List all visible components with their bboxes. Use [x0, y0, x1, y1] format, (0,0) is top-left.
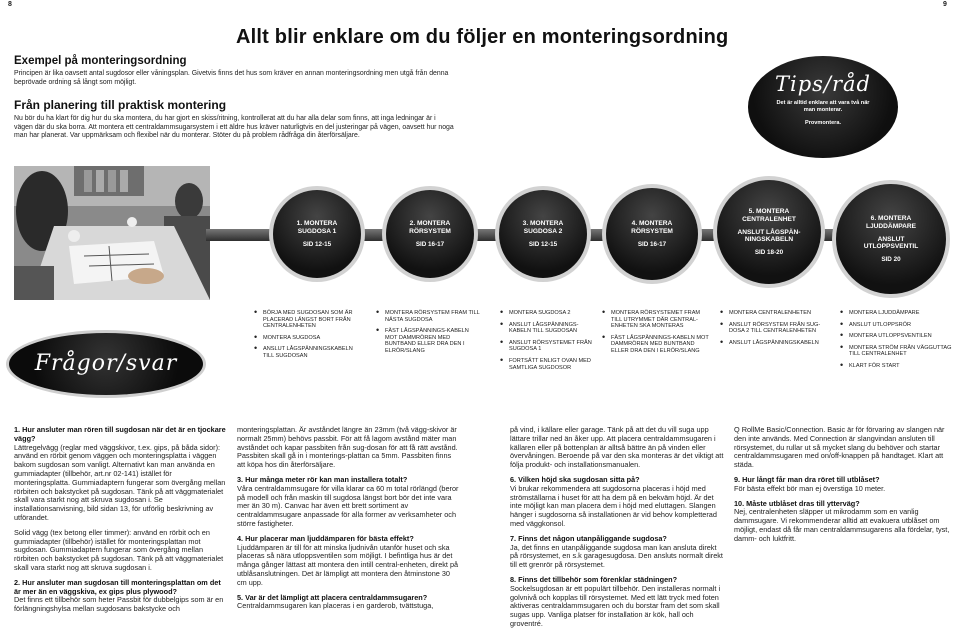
faq-answer: på vind, i källare eller garage. Tänk på att det du vill suga upp lättare trillar ned än åker upp. Att placera centraldammsugaren i källaren eller på bottenplan är alltså bättre än på vinden eller övervåningen. Beroende på var den ska monteras är det viktigt att följa produkt- och installationsmanualen. — [510, 425, 724, 470]
bullet-item: • ANSLUT LÅGSPÄNNINGS-KABELN TILL SUGDOSAN — [500, 322, 596, 335]
faq-column-4 — [734, 426, 950, 550]
faq-answer: Q RollMe Basic/Connection. Basic är för förvaring av slangen när den inte används. Med Connection är slangvindan ansluten till rörsystemet, du rullar ut så mycket slang du behöver och startar centraldammsugaren med on/off-knappen på handtaget. Klart att städa. — [734, 425, 945, 470]
faq-answer: Det finns ett tillbehör som heter Passbit för dubbelgips som är en förlängningshylsa mellan sugdosans bakstycke och — [14, 595, 224, 614]
bullet-item: • FÄST LÅGSPÄNNINGS-KABELN MOT DAMMRÖREN MED BUNTBAND ELLER DRA DEN I ELRÖR/SLANG — [376, 328, 482, 354]
page-number-left: 8 — [8, 1, 12, 8]
step-6 — [836, 184, 946, 294]
faq-column-2 — [237, 426, 459, 617]
faq-answer: Solid vägg (tex betong eller timmer): använd en rörbit och en gummiadapter (tillbehör) istället för monteringsplattan mot sugdosan. Gummiadaptern fungerar som övergång mellan rörbiten och bakstycket på sugdosan. Tänk på att väggmaterialet skall vara starkt nog att skruva sugdosan i. — [14, 527, 224, 572]
bullet-item: • FORTSÄTT ENLIGT OVAN MED SAMTLIGA SUGDOSOR — [500, 358, 596, 371]
faq-bubble — [6, 330, 206, 398]
step-2-page: SID 16-17 — [415, 240, 445, 248]
faq-answer: Våra centraldammsugare för villa klarar ca 60 m total rörlängd (beror på modell och från maskin till sugdosa längst bort bör det inte vara mer än 30 m). Canvac har även ett brett sortiment av centraldammsugare anpassade för alla former av verksamheter och större fastigheter. — [237, 483, 459, 528]
bullet-item: • MONTERA SUGDOSA — [254, 335, 362, 342]
faq-answer: Ja, det finns en utanpåliggande sugdosa man kan ansluta direkt på rörsystemet, en s.k garagesugdosa. Den ansluts normalt direkt till ett grenrör på rörsystemet. — [510, 542, 723, 570]
tips-bubble — [748, 56, 898, 158]
step-6-subtitle: ANSLUT UTLOPPSVENTIL — [863, 235, 919, 251]
intro-section — [14, 55, 454, 87]
bullet-item: • ANSLUT UTLOPPSRÖR — [840, 322, 952, 329]
planning-heading: Från planering till praktisk montering — [14, 98, 227, 112]
bullets-step-3 — [500, 310, 596, 376]
planning-section — [14, 98, 454, 141]
faq-question: 4. Hur placerar man ljuddämparen för bästa effekt? — [237, 533, 414, 543]
bullets-step-5 — [720, 310, 834, 351]
bullet-item: • ANSLUT RÖRSYSTEM FRÅN SUG-DOSA 2 TILL CENTRALENHETEN — [720, 322, 834, 335]
step-6-page: SID 20 — [881, 255, 901, 263]
bullet-item: • ANSLUT LÅGSPÄNNINGSKABELN — [720, 340, 834, 347]
photo-illustration — [14, 166, 210, 300]
step-5-page: SID 18-20 — [754, 248, 784, 256]
faq-answer: För bästa effekt bör man ej överstiga 10 meter. — [734, 483, 886, 493]
tips-text: Det är alltid enklare att vara två när man monterar. — [776, 100, 870, 113]
step-3 — [499, 190, 587, 278]
faq-answer: Vi brukar rekommendera att sugdosorna placeras i höjd med strömställarna i huset för att ha dem på en bekväm höjd. Är det inte möjligt kan man placera dem i höjd med eluttagen. Slangen hänger i sugdosorna så installationen är vid behov kompletterad med väggkonsol. — [510, 483, 717, 528]
bullet-item: • ANSLUT RÖRSYSTEMET FRÅN SUGDOSA 1 — [500, 340, 596, 353]
step-5-title: 5. MONTERA CENTRALENHET — [742, 208, 796, 223]
faq-answer: monteringsplattan. Är avståndet längre än 23mm (två vägg-skivor är normalt 25mm) behövs passbit. För att få lagom avstånd mäter man avståndet och kapar passbiten från sug-dosan för att få rätt avstånd. Passbiten skall gå in i monterings-plattan ca 5mm. Passbiten finns att köpa hos din återförsäljare. — [237, 425, 458, 470]
faq-question: 9. Hur långt får man dra röret till utblåset? — [734, 474, 880, 484]
faq-answer: Sockelsugdosan är ett populärt tillbehör. Den installeras normalt i golvnivå och kopplas till rörsystemet. Med ett lätt tryck med foten aktiveras centraldammsugaren och du borstar fram det som skall sugas upp. Vanliga platser för installation är kök, hall och groventré. — [510, 583, 721, 628]
faq-answer: Nej, centralenheten släpper ut mikrodamm som en vanlig dammsugare. Vi rekommenderar alltid att evakuera utblåset om möjligt, endast då får man centraldammsugarens alla fördelar, tyst, damm- och luktfritt. — [734, 507, 950, 543]
step-6-title: 6. MONTERA LJUDDÄMPARE — [865, 215, 917, 230]
bullet-item: • ANSLUT LÅGSPÄNNINGSKABELN TILL SUGDOSAN — [254, 346, 362, 359]
tips-subtext: Provmontera. — [804, 120, 842, 126]
intro-heading: Exempel på monteringsordning — [14, 55, 187, 67]
faq-question: 1. Hur ansluter man rören till sugdosan när det är en tjockare vägg? — [14, 425, 226, 443]
faq-question: 10. Måste utblåset dras till ytterväg? — [734, 498, 860, 508]
bullet-item: • KLART FÖR START — [840, 363, 952, 370]
installation-photo — [14, 166, 210, 300]
bullet-item: • FÄST LÅGSPÄNNINGS-KABELN MOT DAMMRÖREN MED BUNTBAND ELLER DRA DEN I ELRÖR/SLANG — [602, 335, 712, 355]
page-number-right: 9 — [943, 1, 947, 8]
step-2-title: 2. MONTERA RÖRSYSTEM — [409, 220, 451, 235]
step-4-title: 4. MONTERA RÖRSYSTEM — [631, 220, 673, 235]
bullets-step-2 — [376, 310, 482, 360]
bullets-step-1 — [254, 310, 362, 365]
faq-question: 7. Finns det någon utanpåliggande sugdosa? — [510, 533, 667, 543]
step-1-title: 1. MONTERA SUGDOSA 1 — [296, 220, 338, 235]
bullets-step-4 — [602, 310, 712, 360]
bullet-item: • MONTERA CENTRALENHETEN — [720, 310, 834, 317]
bullet-item: • MONTERA UTLOPPSVENTILEN — [840, 333, 952, 340]
step-4 — [606, 188, 698, 280]
step-5 — [717, 180, 821, 284]
tips-title: Tips/råd — [774, 72, 872, 96]
faq-question: 2. Hur ansluter man sugdosan till monteringsplattan om det är mer än en väggskiva, ex gips plus plywood? — [14, 577, 221, 596]
faq-answer: Lättregelvägg (reglar med väggskivor, t.ex. gips, på båda sidor): använd en rörbit genom väggen och monteringsplatta i väggen bakom sugdosan som vanligt. Alternativt kan man använda en gummiadapter (tillbehör, art.nr 02-141) istället för monteringsplatta. Gummiadaptern fungerar som övergång mellan rörbiten och bakstycket på sugdosan. Tänk på att väggmaterialet skall vara starkt nog att skruva sugdosan i. Se installationsanvisning, bild sidan 13, för utförlig beskrivning av utförandet. — [14, 442, 226, 522]
step-3-page: SID 12-15 — [528, 240, 558, 248]
faq-column-3 — [510, 426, 724, 635]
faq-column-1 — [14, 426, 228, 620]
step-1 — [273, 190, 361, 278]
bullet-item: • MONTERA RÖRSYSTEMET FRAM TILL UTRYMMET DÄR CENTRAL-ENHETEN SKA MONTERAS — [602, 310, 712, 330]
faq-question: 3. Hur många meter rör kan man installera totalt? — [237, 474, 408, 484]
faq-answer: Centraldammsugaren kan placeras i en garderob, tvättstuga, — [237, 601, 434, 611]
planning-text: Nu bör du ha klart för dig hur du ska montera, du har gjort en skiss/ritning, kontrollerat att du har alla delar som finns, att inga ledningar är i vägen där du ska borra. Att montera ett centraldammsugarsystem i ett äldre hus kräver naturligtvis en del justeringar på vägen, oavsett hur noga man har planerat. Var uppmärksam och flexibel när du monterar. Stöter du på problem rådfråga din återförsäljare. — [14, 115, 454, 140]
faq-question: 6. Vilken höjd ska sugdosan sitta på? — [510, 474, 640, 484]
bullet-item: • MONTERA LJUDDÄMPARE — [840, 310, 952, 317]
bullet-item: • MONTERA SUGDOSA 2 — [500, 310, 596, 317]
bullet-item: • MONTERA STRÖM FRÅN VÄGGUTTAG TILL CENTRALENHET — [840, 345, 952, 358]
page-headline: Allt blir enklare om du följer en monteringsordning — [236, 26, 729, 48]
step-4-page: SID 16-17 — [637, 240, 667, 248]
bullet-item: • MONTERA RÖRSYSTEM FRAM TILL NÄSTA SUGDOSA — [376, 310, 482, 323]
step-2 — [386, 190, 474, 278]
step-3-title: 3. MONTERA SUGDOSA 2 — [522, 220, 564, 235]
faq-question: 8. Finns det tillbehör som förenklar städningen? — [510, 574, 678, 584]
step-5-subtitle: ANSLUT LÅGSPÄN-NINGSKABELN — [737, 228, 801, 244]
faq-title: Frågor/svar — [34, 351, 178, 376]
bullets-step-6 — [840, 310, 952, 375]
bullet-item: • BÖRJA MED SUGDOSAN SOM ÄR PLACERAD LÄNGST BORT FRÅN CENTRALENHETEN — [254, 310, 362, 330]
faq-answer: Ljuddämparen är till för att minska ljudnivån utanför huset och ska placeras så nära utloppsventilen som möjligt. I befintliga hus är det många gånger lättast att montera den intill central-enheten, direkt på utblåsanslutningen. Det är lämpligt att montera den åtminstone 30 cm upp. — [237, 542, 459, 587]
step-1-page: SID 12-15 — [302, 240, 332, 248]
intro-text: Principen är lika oavsett antal sugdosor eller våningsplan. Givetvis finns det hus som kräver en annan monteringsordning men utgå från denna beprövade ordning så långt som möjligt. — [14, 70, 449, 86]
faq-question: 5. Var är det lämpligt att placera centraldammsugaren? — [237, 592, 428, 602]
